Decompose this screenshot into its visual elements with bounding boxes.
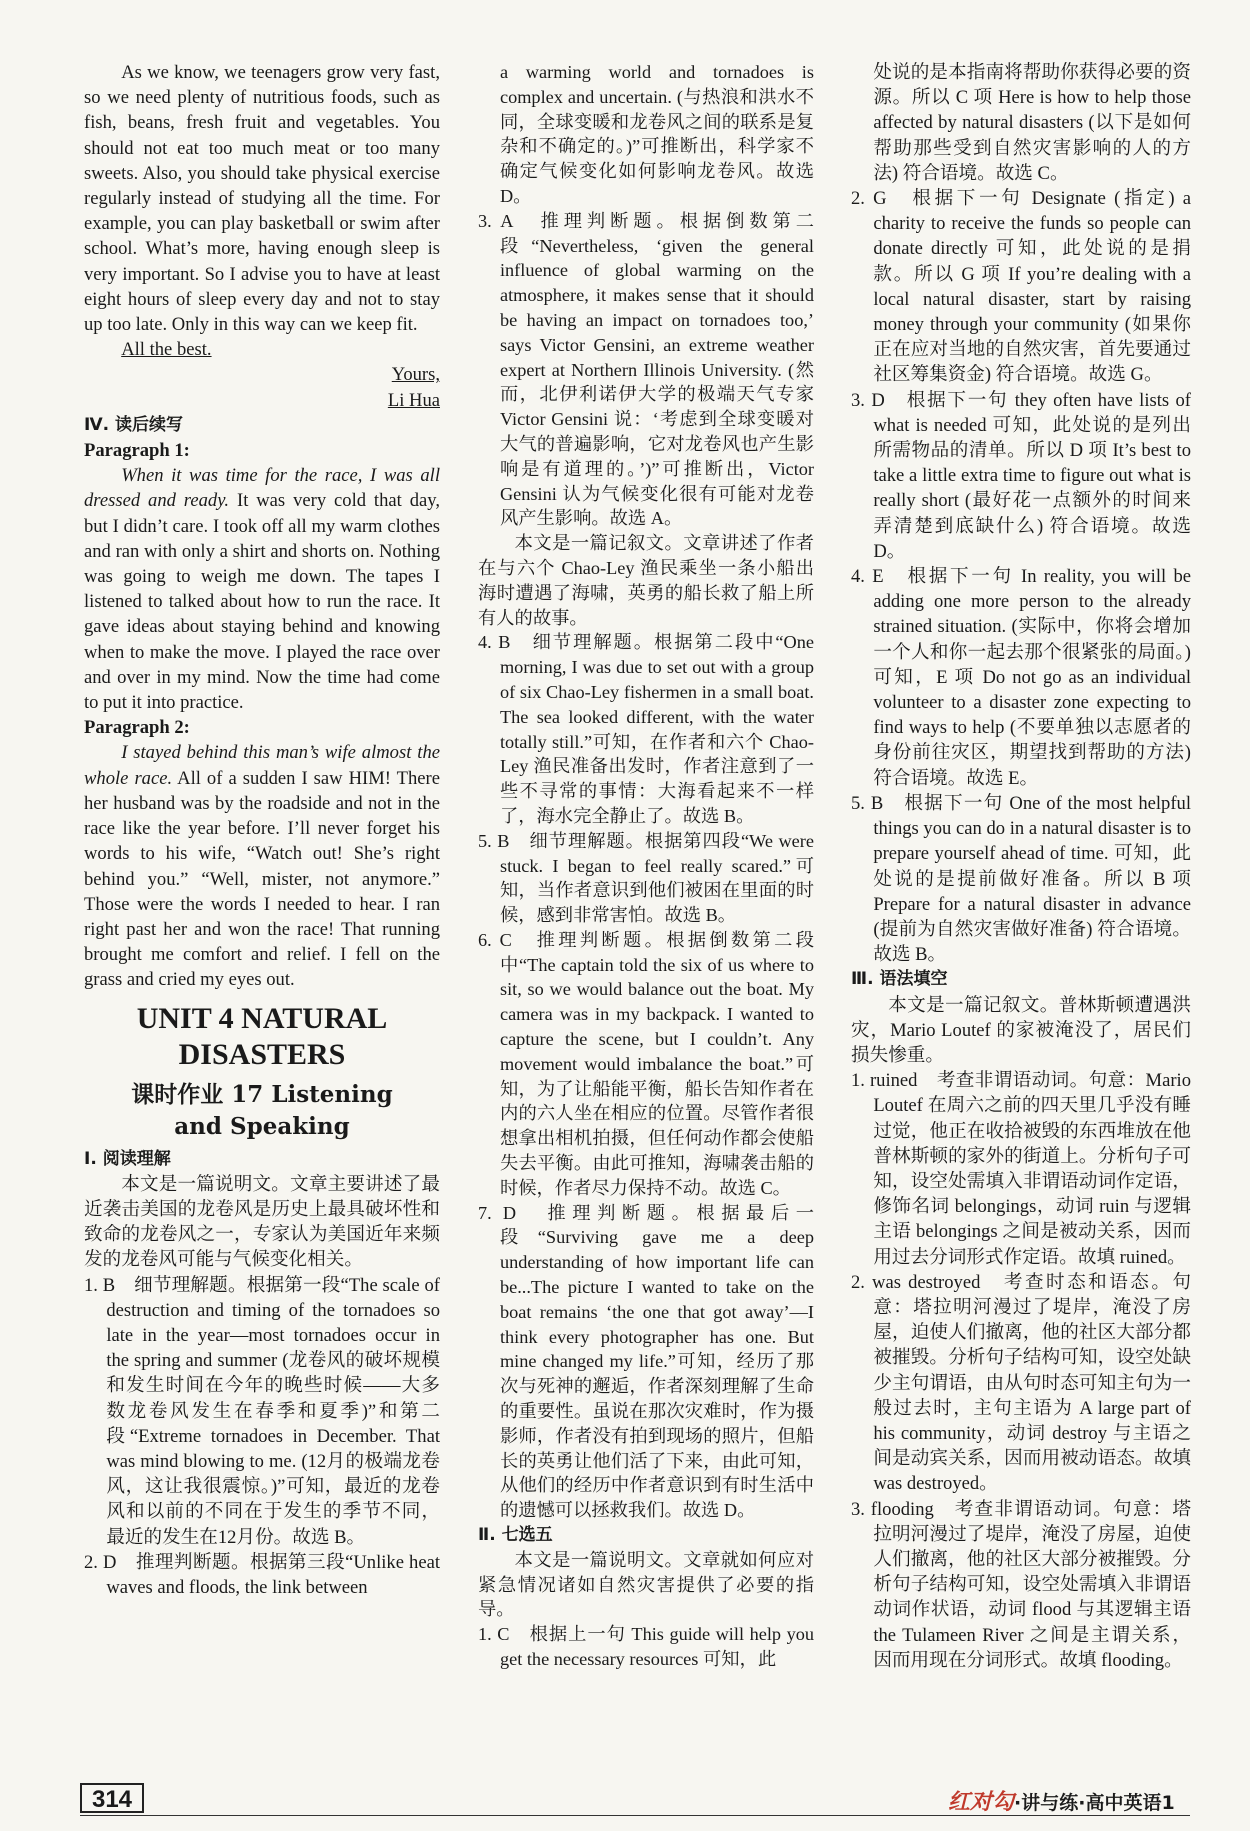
- letter-signature: Li Hua: [387, 389, 440, 411]
- footer-divider: [80, 1815, 1190, 1816]
- brand-footer: [948, 1785, 1175, 1816]
- answer-item: 4. B 细节理解题。根据第二段中“One morning, I was due to set out with a group of six Chao-Ley fishermen in a small boat. The sea looked different, with the water totally still.”可知，在作者和六个 Chao-Ley 渔民准备出发时，作者注意到了一些不寻常的事情：大海看起来不一样了，海水完全静止了。故选 B。: [478, 632, 814, 826]
- answer-item: 1. ruined 考查非谓语动词。句意：Mario Loutef 在周六之前的四天里几乎没有睡过觉，他正在收拾被毁的东西堆放在他普林斯顿的家外的街道上。分析句子可知，设空处需填入非谓语动词作定语，修饰名词 belongings，动词 ruin 与逻辑主语 belongings 之间是被动关系，因而用过去分词形式作定语。故填 ruined。: [851, 1070, 1191, 1268]
- paragraph-1-body: When it was time for the race, I was all dressed and ready. It was very cold that day, but I didn’t care. I took off all my warm clothes and ran with only a shirt and shorts on. Nothing was going to weigh me down. The tapes I listened to talked about how to run the race. It gave ideas about staying behind and knowing when to make the move. I played the race over and over in my mind. Now the time had come to put it into practice.: [84, 465, 441, 714]
- brand-logo: 红对勾: [948, 1790, 1015, 1815]
- section-heading-3: Ⅲ. 语法填空: [851, 969, 948, 990]
- answer-item: 3. flooding 考查非谓语动词。句意：塔拉明河漫过了堤岸，淹没了房屋，迫使人们撤离，他的社区大部分被摧毁。分析句子结构可知，设空处需填入非谓语动词作状语，动词 flood 与其逻辑主语 the Tulameen River 之间是主谓关系，因而用现在分词形式。故填 flooding。: [851, 1498, 1191, 1671]
- column-middle: [478, 60, 814, 1672]
- answer-item: 1. C 根据上一句 This guide will help you get the necessary resources 可知，此: [478, 1624, 814, 1669]
- answer-item: 5. B 根据下一句 One of the most helpful things you can do in a natural disaster is to prepare yourself ahead of time. 可知，此处说的是提前做好准备。所以 B 项 Prepare for a natural disaster in advance (提前为自然灾害做好准备) 符合语境。故选 B。: [851, 792, 1191, 966]
- passage-intro: 本文是一篇说明文。文章就如何应对紧急情况诸如自然灾害提供了必要的指导。: [478, 1549, 814, 1620]
- brand-text: ·讲与练·高中英语1: [1014, 1792, 1175, 1814]
- passage-intro: 本文是一篇记叙文。文章讲述了作者在与六个 Chao-Ley 渔民乘坐一条小船出海时遭遇了海啸，英勇的船长救了船上所有人的故事。: [478, 533, 814, 628]
- section-heading-2: Ⅱ. 七选五: [478, 1525, 553, 1546]
- answer-item: 2. was destroyed 考查时态和语态。句意：塔拉明河漫过了堤岸，淹没了房屋，迫使人们撤离，他的社区大部分都被摧毁。分析句子结构可知，设空处缺少主句谓语，由从句时态可知主句为一般过去时，主句主语为 A large part of his community，动词 destroy 与主语之间是动宾关系，因而用被动语态。故填 was destroyed。: [851, 1271, 1191, 1495]
- letter-body: As we know, we teenagers grow very fast, so we need plenty of nutritious foods, such as fish, beans, fresh fruit and vegetables. You should not eat too much meat or too many sweets. Also, you should take physical exercise regularly instead of studying all the time. For example, you can play basketball or swim after school. What’s more, having enough sleep is very important. So I advise you to have at least eight hours of sleep every day and not to stay up too late. Only in this way can we keep fit.: [84, 62, 440, 336]
- column-right: [851, 60, 1191, 1673]
- paragraph-2-body: I stayed behind this man’s wife almost the whole race. All of a sudden I saw HIM! There her husband was by the roadside and not in the race like the year before. I’ll never forget his words to his wife, “Watch out! She’s right behind you.” “Well, mister, not anymore.” Those were the words I needed to hear. I ran right past her and won the race! That running brought me comfort and relief. I fell on the grass and cried my eyes out.: [84, 742, 441, 991]
- answer-item: 5. B 细节理解题。根据第四段“We were stuck. I began to feel really scared.”可知，当作者意识到他们被困在里面的时候，感到非常害怕。故选 B。: [478, 830, 814, 926]
- answer-item-continued: 处说的是本指南将帮助你获得必要的资源。所以 C 项 Here is how to help those affected by natural disasters (以下是如何帮助那些受到自然灾害影响的人的方法) 符合语境。故选 C。: [873, 62, 1191, 184]
- section-heading-1: Ⅰ. 阅读理解: [84, 1148, 171, 1169]
- passage-intro: 本文是一篇记叙文。普林斯顿遭遇洪灾，Mario Loutef 的家被淹没了，居民们损失惨重。: [851, 994, 1191, 1066]
- answer-item: 2. D 推理判断题。根据第三段“Unlike heat waves and floods, the link between: [84, 1551, 440, 1598]
- answer-item-continued: a warming world and tornadoes is complex and uncertain. (与热浪和洪水不同，全球变暖和龙卷风之间的联系是复杂和不确定的。)”可推断出，科学家不确定气候变化如何影响龙卷风。故选 D。: [499, 62, 814, 206]
- letter-closing: All the best.: [121, 339, 212, 361]
- answer-item: 3. D 根据下一句 they often have lists of what is needed 可知，此处说的是列出所需物品的清单。所以 D 项 It’s best to take a little extra time to figure out what is really short (最好花一点额外的时间来弄清楚到底缺什么) 符合语境。故选 D。: [851, 389, 1191, 562]
- answer-item: 3. A 推理判断题。根据倒数第二段“Nevertheless, ‘given the general influence of global warming on the atmosphere, it makes sense that it should be having an impact on tornadoes too,’ says Victor Gensini, an extreme weather expert at Northern Illinois University. (然而，北伊利诺伊大学的极端天气专家 Victor Gensini 说：‘考虑到全球变暖对大气的普遍影响，它对龙卷风也产生影响是有道理的。’)”可推断出，Victor Gensini 认为气候变化很有可能对龙卷风产生影响。故选 A。: [478, 210, 814, 529]
- column-left: [84, 60, 440, 1600]
- passage-intro: 本文是一篇说明文。文章主要讲述了最近袭击美国的龙卷风是历史上最具破坏性和致命的龙卷风之一，专家认为美国近年来频发的龙卷风可能与气候变化相关。: [84, 1173, 440, 1271]
- unit-title: UNIT 4 NATURAL DISASTERS: [136, 1001, 388, 1071]
- page-number: 314: [80, 1783, 144, 1813]
- paragraph-1-heading: Paragraph 1:: [84, 440, 190, 462]
- answer-item: 6. C 推理判断题。根据倒数第二段中“The captain told the six of us where to sit, so we would balance out the boat. My camera was in my backpack. I wanted to capture the scene, but I couldn’t. Any movement would imbalance the boat.”可知，为了让船能平衡，船长告知作者在内的六人坐在相应的位置。尽管作者很想拿出相机拍摄，但任何动作都会使船失去平衡。由此可推知，海啸袭击船的时候，作者尽力保持不动。故选 C。: [478, 929, 814, 1198]
- letter-yours: Yours,: [391, 364, 440, 386]
- answer-item: 4. E 根据下一句 In reality, you will be adding one more person to the already strained situation. (实际中，你将会增加一个人和你一起去那个很紧张的局面。) 可知，E 项 Do not go as an individual volunteer to a disaster zone expecting to find ways to help (不要单独以志愿者的身份前往灾区，期望找到帮助的方法) 符合语境。故选 E。: [851, 566, 1191, 789]
- answer-item: 2. G 根据下一句 Designate (指定) a charity to receive the funds so people can donate directly 可知，此处说的是捐款。所以 G 项 If you’re dealing with a local natural disaster, start by raising money through your community (如果你正在应对当地的自然灾害，首先要通过社区筹集资金) 符合语境。故选 G。: [851, 188, 1191, 386]
- section-heading-4: Ⅳ. 读后续写: [84, 414, 184, 435]
- paragraph-2-heading: Paragraph 2:: [84, 717, 190, 739]
- lesson-title: 课时作业 17 Listening and Speaking: [131, 1080, 393, 1140]
- answer-item: 7. D 推理判断题。根据最后一段“Surviving gave me a deep understanding of how important life can be...The picture I wanted to take on the boat remains ‘the one that got away’—I think every photographer has one. But mine changed my life.”可知，经历了那次与死神的邂逅，作者深刻理解了生命的重要性。虽说在那次灾难时，作为摄影师，作者没有拍到现场的照片，但船长的英勇让他们活了下来，由此可知，从他们的经历中作者意识到有时生活中的遗憾可以拯救我们。故选 D。: [478, 1202, 814, 1521]
- answer-item: 1. B 细节理解题。根据第一段“The scale of destruction and timing of the tornadoes so late in the year—most tornadoes occur in the spring and summer (龙卷风的破坏规模和发生时间在今年的晚些时候——大多数龙卷风发生在春季和夏季)”和第二段“Extreme tornadoes in December. That was mind blowing to me. (12月的极端龙卷风，这让我很震惊。)”可知，最近的龙卷风和以前的不同在于发生的季节不同，最近的发生在12月份。故选 B。: [84, 1274, 440, 1548]
